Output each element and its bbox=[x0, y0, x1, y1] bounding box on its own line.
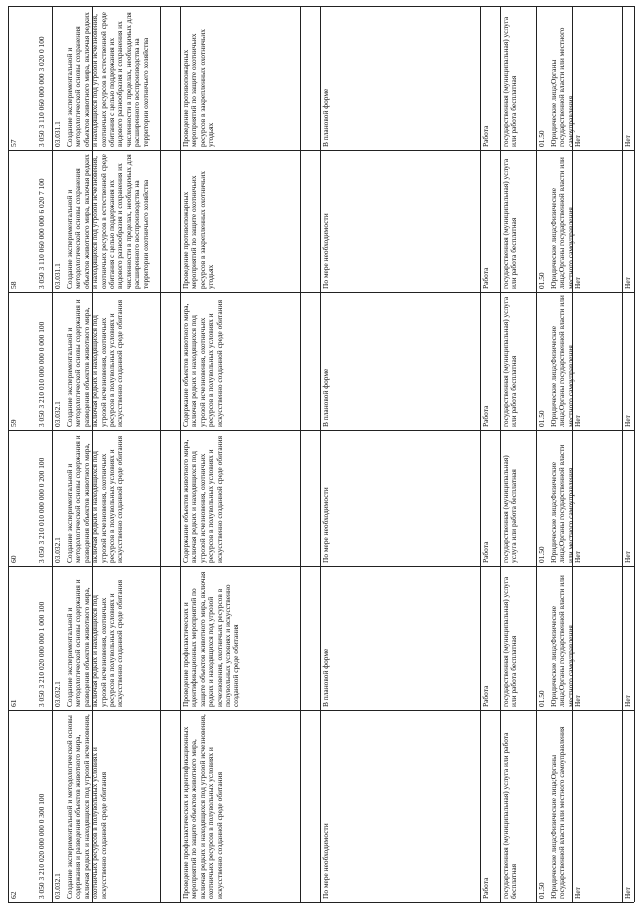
service-content: Проведение профилактических и идентификационных мероприятий по защите объектов животного мира, включая редких и находящихся под угрозой исчезновения, охотничьих ресурсов в полувольных условиях и искусственно созданной среде обитания bbox=[181, 571, 241, 707]
service-type: Работа bbox=[481, 877, 490, 899]
registry-code: 3 050 3 110 060 000 000 6 020 7 100 bbox=[37, 178, 46, 289]
okved-code: 01.50 bbox=[537, 410, 546, 427]
okpd-subcode: 03.031.1 bbox=[53, 263, 62, 289]
service-content: Проведение противопожарных мероприятий по защите охотничьих ресурсов в закрепленных охотничьих угодьях bbox=[181, 29, 216, 147]
provision-form: По мере необходимости bbox=[321, 487, 330, 563]
provision-form: По мере необходимости bbox=[321, 823, 330, 899]
consumer-category: Юридические лица;Физические лица;Органы государственной власти или местного самоуправления bbox=[549, 575, 575, 707]
service-content: Проведение профилактических и идентификационных мероприятий по защите объектов животного мира, включая редких и находящихся под угрозой исчезновения, охотничьих ресурсов в полувольных условиях и искусственно созданной среде обитания bbox=[181, 714, 224, 899]
service-content: Содержание объектов животного мира, включая редких и находящихся под угрозой исчезновения, охотничьих ресурсов в полувольных условиях и искусственно созданной среде обитания bbox=[181, 436, 224, 563]
table-row bbox=[8, 150, 634, 292]
flag-column-b: Нет bbox=[623, 415, 632, 427]
registry-code: 3 050 3 210 020 000 000 0 300 100 bbox=[37, 793, 46, 899]
provision-form: В плановой форме bbox=[321, 648, 330, 707]
service-name: Создание экспериментальной и методологической основы содержания и разведения объектов животного мира, включая редких и находящихся под угрозой исчезновения, охотничьих ресурсов в полувольных условиях и искусственно созданной среде обитания bbox=[65, 435, 125, 563]
flag-column-a: Нет bbox=[573, 135, 582, 147]
okved-code: 01.50 bbox=[537, 546, 546, 563]
table-row bbox=[8, 292, 634, 430]
service-name: Создание экспериментальной и методологической основы содержания и разведения объектов животного мира, включая редких и находящихся под угрозой исчезновения, охотничьих ресурсов в полувольных условиях и искусственно созданной среде обитания bbox=[65, 579, 125, 707]
registry-code: 3 050 3 210 010 000 000 0 200 100 bbox=[37, 457, 46, 563]
row-number: 58 bbox=[9, 281, 18, 289]
provision-form: По мере необходимости bbox=[321, 213, 330, 289]
provision-form: В плановой форме bbox=[321, 368, 330, 427]
service-type: Работа bbox=[481, 125, 490, 147]
table-row bbox=[8, 566, 634, 710]
okpd-subcode: 03.032.1 bbox=[53, 401, 62, 427]
table-row bbox=[8, 430, 634, 566]
service-name: Создание экспериментальной и методологической основы сохранения объектов животного мира, включая редких и находящихся под угрозой исчезновения, охотничьих ресурсов в естественной среде обитания с целью поддержания их видового разнообразия и сохранения их численности в пределах, необходимых для расширенного воспроизводства на территории охотничьего хозяйства bbox=[65, 154, 150, 289]
okved-code: 01.50 bbox=[537, 690, 546, 707]
payment-type: государственная (муниципальная) услуга или работа бесплатная bbox=[501, 296, 519, 427]
row-number: 59 bbox=[9, 419, 18, 427]
service-name: Создание экспериментальной и методологической основы содержания и разведения объектов животного мира, включая редких и находящихся под угрозой исчезновения, охотничьих ресурсов в полувольных условиях и искусственно созданной среде обитания bbox=[65, 299, 125, 427]
consumer-category: Юридические лица;Физические лица;Органы государственной власти или местного самоуправления bbox=[549, 726, 567, 899]
service-content: Проведение противопожарных мероприятий по защите охотничьих ресурсов в закрепленных охотничьих угодьях bbox=[181, 171, 216, 289]
service-type: Работа bbox=[481, 685, 490, 707]
flag-column-a: Нет bbox=[573, 415, 582, 427]
service-name: Создание экспериментальной и методологической основы сохранения объектов животного мира, включая редких и находящихся под угрозой исчезновения, охотничьих ресурсов в естественной среде обитания с целью поддержания их видового разнообразия и сохранения их численности в пределах, необходимых для расширенного воспроизводства на территории охотничьего хозяйства bbox=[65, 12, 150, 147]
flag-column-b: Нет bbox=[623, 551, 632, 563]
table-row bbox=[8, 710, 634, 902]
flag-column-a: Нет bbox=[573, 551, 582, 563]
payment-type: государственная (муниципальная) услуга или работа бесплатная bbox=[501, 455, 519, 563]
payment-type: государственная (муниципальная) услуга или работа бесплатная bbox=[501, 16, 519, 147]
flag-column-a: Нет bbox=[573, 887, 582, 899]
registry-code: 3 050 3 110 060 000 000 3 020 0 100 bbox=[37, 36, 46, 147]
row-number: 62 bbox=[9, 891, 18, 899]
flag-column-b: Нет bbox=[623, 135, 632, 147]
flag-column-b: Нет bbox=[623, 887, 632, 899]
service-type: Работа bbox=[481, 267, 490, 289]
table-row-line bbox=[8, 902, 634, 903]
service-type: Работа bbox=[481, 541, 490, 563]
okpd-subcode: 03.031.1 bbox=[53, 121, 62, 147]
consumer-category: Юридические лица;Физические лица;Органы государственной власти или местного самоуправления bbox=[549, 295, 575, 427]
registry-code: 3 050 3 210 010 000 000 0 000 100 bbox=[37, 321, 46, 427]
row-number: 60 bbox=[9, 555, 18, 563]
consumer-category: Юридические лица;Физические лица;Органы государственной власти или местного самоуправления bbox=[549, 444, 575, 563]
payment-type: государственная (муниципальная) услуга или работа бесплатная bbox=[501, 732, 519, 899]
provision-form: В плановой форме bbox=[321, 88, 330, 147]
row-number: 61 bbox=[9, 699, 18, 707]
okved-code: 01.50 bbox=[537, 272, 546, 289]
flag-column-b: Нет bbox=[623, 695, 632, 707]
consumer-category: Юридические лица;Органы государственной власти или местного самоуправления bbox=[549, 27, 575, 147]
row-number: 57 bbox=[9, 139, 18, 147]
okpd-subcode: 03.032.1 bbox=[53, 873, 62, 899]
okpd-subcode: 03.032.1 bbox=[53, 537, 62, 563]
okpd-subcode: 03.032.1 bbox=[53, 681, 62, 707]
table-row bbox=[8, 6, 634, 150]
okved-code: 01.50 bbox=[537, 130, 546, 147]
service-name: Создание экспериментальной и методологической основы содержания и разведения объектов животного мира, включая редких и находящихся под угрозой исчезновения, охотничьих ресурсов в полувольных условиях и искусственно созданной среде обитания bbox=[65, 714, 108, 899]
payment-type: государственная (муниципальная) услуга или работа бесплатная bbox=[501, 576, 519, 707]
flag-column-a: Нет bbox=[573, 695, 582, 707]
okved-code: 01.50 bbox=[537, 882, 546, 899]
table-column-line bbox=[634, 6, 635, 902]
flag-column-a: Нет bbox=[573, 277, 582, 289]
payment-type: государственная (муниципальная) услуга или работа бесплатная bbox=[501, 158, 519, 289]
service-content: Содержание объектов животного мира, включая редких и находящихся под угрозой исчезновения, охотничьих ресурсов в полувольных условиях и искусственно созданной среде обитания bbox=[181, 300, 224, 427]
registry-code: 3 050 3 210 020 000 000 1 000 100 bbox=[37, 601, 46, 707]
flag-column-b: Нет bbox=[623, 277, 632, 289]
consumer-category: Юридические лица;Физические лица;Органы государственной власти или местного самоуправления bbox=[549, 157, 575, 289]
service-type: Работа bbox=[481, 405, 490, 427]
